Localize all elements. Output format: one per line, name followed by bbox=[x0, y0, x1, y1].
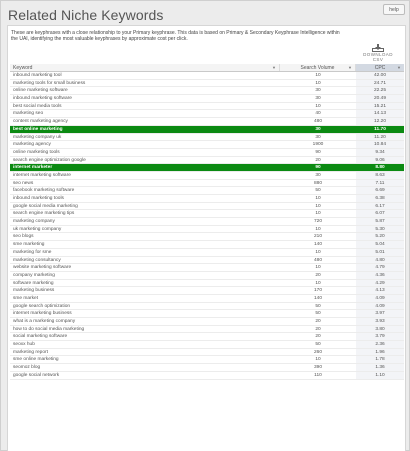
volume-cell: 20 bbox=[315, 334, 321, 340]
keyword-cell: marketing for sme bbox=[13, 249, 52, 255]
table-row[interactable] bbox=[10, 233, 404, 241]
cpc-cell: 10.84 bbox=[356, 141, 404, 148]
table-row[interactable] bbox=[10, 287, 404, 295]
volume-cell: 20 bbox=[315, 319, 321, 324]
volume-cell: 50 bbox=[315, 303, 321, 309]
keyword-cell: marketing business bbox=[13, 288, 55, 294]
volume-cell: 720 bbox=[313, 219, 322, 225]
cpc-cell: 3.97 bbox=[356, 310, 404, 317]
table-row[interactable] bbox=[10, 249, 404, 257]
keyword-cell: inbound marketing tool bbox=[13, 73, 62, 78]
volume-cell: 30 bbox=[315, 96, 321, 102]
cpc-cell: 8.63 bbox=[356, 172, 404, 179]
cpc-cell: 15.21 bbox=[356, 103, 404, 110]
table-row[interactable] bbox=[10, 326, 404, 334]
cpc-cell: 22.25 bbox=[356, 87, 404, 94]
table-row[interactable] bbox=[10, 264, 404, 272]
table-header bbox=[10, 64, 404, 72]
cpc-cell: 4.09 bbox=[356, 295, 404, 302]
table-row[interactable] bbox=[10, 80, 404, 88]
column-header-volume-label: Search Volume bbox=[300, 65, 335, 71]
keyword-cell: seoxx hub bbox=[13, 342, 35, 348]
keyword-cell: marketing report bbox=[13, 349, 48, 355]
table-row[interactable] bbox=[10, 187, 404, 195]
keyword-cell: uk marketing company bbox=[13, 226, 62, 232]
volume-cell: 170 bbox=[313, 288, 322, 294]
table-row[interactable] bbox=[10, 72, 404, 80]
table-row[interactable] bbox=[10, 126, 404, 134]
cpc-cell: 4.13 bbox=[356, 287, 404, 294]
table-row[interactable] bbox=[10, 87, 404, 95]
keyword-cell: seomoz blog bbox=[13, 365, 41, 371]
table-row[interactable] bbox=[10, 272, 404, 280]
keyword-cell: best social media tools bbox=[13, 103, 62, 109]
cpc-cell: 6.17 bbox=[356, 203, 404, 210]
keyword-cell: sme market bbox=[13, 295, 39, 301]
table-row[interactable] bbox=[10, 364, 404, 372]
keyword-cell: seo news bbox=[13, 180, 34, 186]
table-row[interactable] bbox=[10, 210, 404, 218]
volume-cell: 30 bbox=[315, 172, 321, 178]
volume-cell: 50 bbox=[315, 311, 321, 317]
table-row[interactable] bbox=[10, 180, 404, 188]
cpc-cell: 42.00 bbox=[356, 72, 404, 79]
keyword-cell: sme online marketing bbox=[13, 357, 59, 363]
keyword-cell: marketing company bbox=[13, 219, 55, 225]
table-row[interactable] bbox=[10, 295, 404, 303]
table-row[interactable] bbox=[10, 164, 404, 172]
sort-arrow-icon: ▼ bbox=[397, 65, 401, 70]
keyword-cell: online marketing tools bbox=[13, 149, 60, 155]
volume-cell: 210 bbox=[313, 234, 322, 240]
cpc-cell: 6.69 bbox=[356, 187, 404, 194]
cpc-cell: 1.78 bbox=[356, 356, 404, 363]
table-row[interactable] bbox=[10, 141, 404, 149]
volume-cell: 140 bbox=[313, 295, 322, 301]
cpc-cell: 3.93 bbox=[356, 318, 404, 325]
cpc-cell: 24.71 bbox=[356, 80, 404, 87]
volume-cell: 20 bbox=[315, 326, 321, 332]
volume-cell: 10 bbox=[315, 103, 321, 109]
cpc-cell: 11.70 bbox=[356, 126, 404, 133]
keyword-cell: seo blogs bbox=[13, 234, 34, 240]
column-header-cpc-label: CPC bbox=[374, 65, 386, 71]
table-row[interactable] bbox=[10, 110, 404, 118]
keyword-cell: online marketing software bbox=[13, 88, 68, 94]
table-row[interactable] bbox=[10, 318, 404, 326]
keyword-cell: google social media marketing bbox=[13, 203, 78, 209]
volume-cell: 10 bbox=[315, 73, 321, 78]
keyword-cell: inbound marketing software bbox=[13, 96, 72, 102]
keyword-cell: software marketing bbox=[13, 280, 54, 286]
volume-cell: 50 bbox=[315, 342, 321, 348]
cpc-cell: 4.79 bbox=[356, 264, 404, 271]
keywords-panel bbox=[7, 25, 406, 451]
volume-cell: 110 bbox=[314, 372, 322, 378]
cpc-cell: 7.11 bbox=[356, 180, 404, 187]
volume-cell: 30 bbox=[315, 134, 321, 140]
keyword-cell: search engine optimization google bbox=[13, 157, 86, 163]
cpc-cell: 20.49 bbox=[356, 95, 404, 102]
cpc-cell: 9.06 bbox=[356, 157, 404, 164]
keyword-cell: what is a marketing company bbox=[13, 319, 76, 324]
table-row[interactable] bbox=[10, 349, 404, 357]
cpc-cell: 12.20 bbox=[356, 118, 404, 125]
cpc-cell: 1.10 bbox=[356, 372, 404, 379]
volume-cell: 140 bbox=[313, 242, 322, 248]
volume-cell: 480 bbox=[313, 119, 322, 125]
keyword-cell: marketing tools for small business bbox=[13, 80, 86, 86]
keyword-cell: marketing agency bbox=[13, 142, 51, 148]
volume-cell: 1900 bbox=[312, 142, 324, 148]
keyword-cell: search engine marketing tips bbox=[13, 211, 75, 217]
cpc-cell: 4.36 bbox=[356, 272, 404, 279]
keyword-cell: inbound marketing tools bbox=[13, 196, 64, 201]
table-row[interactable] bbox=[10, 203, 404, 211]
keyword-cell: marketing seo bbox=[13, 111, 44, 117]
keyword-cell: social marketing software bbox=[13, 334, 68, 340]
cpc-cell: 5.04 bbox=[356, 241, 404, 248]
cpc-cell: 5.87 bbox=[356, 218, 404, 225]
keyword-cell: website marketing software bbox=[13, 265, 72, 271]
cpc-cell: 14.13 bbox=[356, 110, 404, 117]
keyword-cell: company marketing bbox=[13, 272, 55, 278]
cpc-cell: 2.36 bbox=[356, 341, 404, 348]
download-csv-button[interactable] bbox=[361, 44, 395, 62]
volume-cell: 90 bbox=[315, 165, 321, 171]
sort-arrow-icon: ▼ bbox=[348, 65, 352, 70]
cpc-cell: 4.29 bbox=[356, 280, 404, 287]
column-header-keyword-label: Keyword bbox=[13, 65, 33, 71]
volume-cell: 10 bbox=[315, 357, 321, 363]
volume-cell: 260 bbox=[313, 349, 322, 355]
table-row[interactable] bbox=[10, 303, 404, 311]
cpc-cell: 5.20 bbox=[356, 233, 404, 240]
sort-arrow-icon: ▼ bbox=[272, 65, 276, 70]
keyword-cell: google social network bbox=[13, 372, 60, 378]
keywords-table bbox=[10, 64, 404, 380]
volume-cell: 20 bbox=[315, 157, 321, 163]
cpc-cell: 6.07 bbox=[356, 210, 404, 217]
download-icon bbox=[372, 44, 384, 52]
cpc-cell: 1.96 bbox=[356, 349, 404, 356]
cpc-cell: 6.38 bbox=[356, 195, 404, 202]
table-row[interactable] bbox=[10, 241, 404, 249]
volume-cell: 10 bbox=[315, 249, 321, 255]
table-row[interactable] bbox=[10, 257, 404, 265]
keyword-cell: google search optimization bbox=[13, 303, 71, 309]
cpc-cell: 4.09 bbox=[356, 303, 404, 310]
cpc-cell: 5.30 bbox=[356, 226, 404, 233]
keyword-cell: marketing company uk bbox=[13, 134, 62, 140]
table-row[interactable] bbox=[10, 157, 404, 165]
table-row[interactable] bbox=[10, 134, 404, 142]
volume-cell: 10 bbox=[315, 265, 321, 271]
volume-cell: 10 bbox=[315, 203, 321, 209]
keyword-cell: best online marketing bbox=[13, 126, 63, 132]
cpc-cell: 8.80 bbox=[356, 164, 404, 171]
keyword-cell: internet marketing business bbox=[13, 311, 72, 317]
keyword-cell: content marketing agency bbox=[13, 119, 68, 125]
volume-cell: 10 bbox=[315, 280, 321, 286]
table-row[interactable] bbox=[10, 218, 404, 226]
volume-cell: 10 bbox=[315, 211, 321, 217]
table-row[interactable] bbox=[10, 103, 404, 111]
cpc-cell: 3.79 bbox=[356, 333, 404, 340]
volume-cell: 10 bbox=[315, 226, 321, 232]
cpc-cell: 9.34 bbox=[356, 149, 404, 156]
column-header-keyword[interactable] bbox=[10, 64, 280, 71]
volume-cell: 10 bbox=[315, 80, 321, 86]
download-label: DOWNLOAD CSV bbox=[363, 52, 393, 62]
page-title: Related Niche Keywords bbox=[8, 7, 164, 23]
help-button[interactable]: help bbox=[383, 4, 405, 15]
volume-cell: 880 bbox=[313, 180, 322, 186]
table-body bbox=[10, 72, 404, 380]
table-row[interactable] bbox=[10, 118, 404, 126]
cpc-cell: 4.80 bbox=[356, 257, 404, 264]
table-row[interactable] bbox=[10, 310, 404, 318]
keyword-cell: internet marketer bbox=[13, 165, 53, 171]
keyword-cell: how to do social media marketing bbox=[13, 326, 85, 332]
cpc-cell: 3.80 bbox=[356, 326, 404, 333]
keyword-cell: marketing consultancy bbox=[13, 257, 61, 263]
volume-cell: 390 bbox=[313, 365, 322, 371]
column-header-cpc[interactable] bbox=[356, 64, 404, 71]
volume-cell: 20 bbox=[315, 272, 321, 278]
volume-cell: 30 bbox=[315, 88, 321, 94]
keyword-cell: sme marketing bbox=[13, 242, 45, 248]
table-row[interactable] bbox=[10, 341, 404, 349]
keyword-cell: facebook marketing software bbox=[13, 188, 75, 194]
cpc-cell: 11.20 bbox=[356, 134, 404, 141]
cpc-cell: 5.01 bbox=[356, 249, 404, 256]
table-row[interactable] bbox=[10, 95, 404, 103]
table-row[interactable] bbox=[10, 280, 404, 288]
table-row[interactable] bbox=[10, 226, 404, 234]
table-row[interactable] bbox=[10, 372, 404, 380]
volume-cell: 50 bbox=[315, 188, 321, 194]
table-row[interactable] bbox=[10, 356, 404, 364]
table-row[interactable] bbox=[10, 172, 404, 180]
column-header-volume[interactable] bbox=[280, 64, 356, 71]
volume-cell: 480 bbox=[313, 257, 322, 263]
table-row[interactable] bbox=[10, 333, 404, 341]
volume-cell: 10 bbox=[315, 196, 321, 201]
volume-cell: 30 bbox=[315, 126, 321, 132]
cpc-cell: 1.36 bbox=[356, 364, 404, 371]
table-row[interactable] bbox=[10, 195, 404, 203]
intro-text: These are keyphrases with a close relationship to your Primary keyphrase. This data is based on Primary & Secondary Keyphrase Intelligence within the UAI, identifying the most valuable keyphrases by approximate cost per click. bbox=[11, 30, 340, 42]
volume-cell: 40 bbox=[315, 111, 321, 117]
keyword-cell: internet marketing software bbox=[13, 172, 71, 178]
table-row[interactable] bbox=[10, 149, 404, 157]
volume-cell: 90 bbox=[315, 149, 321, 155]
